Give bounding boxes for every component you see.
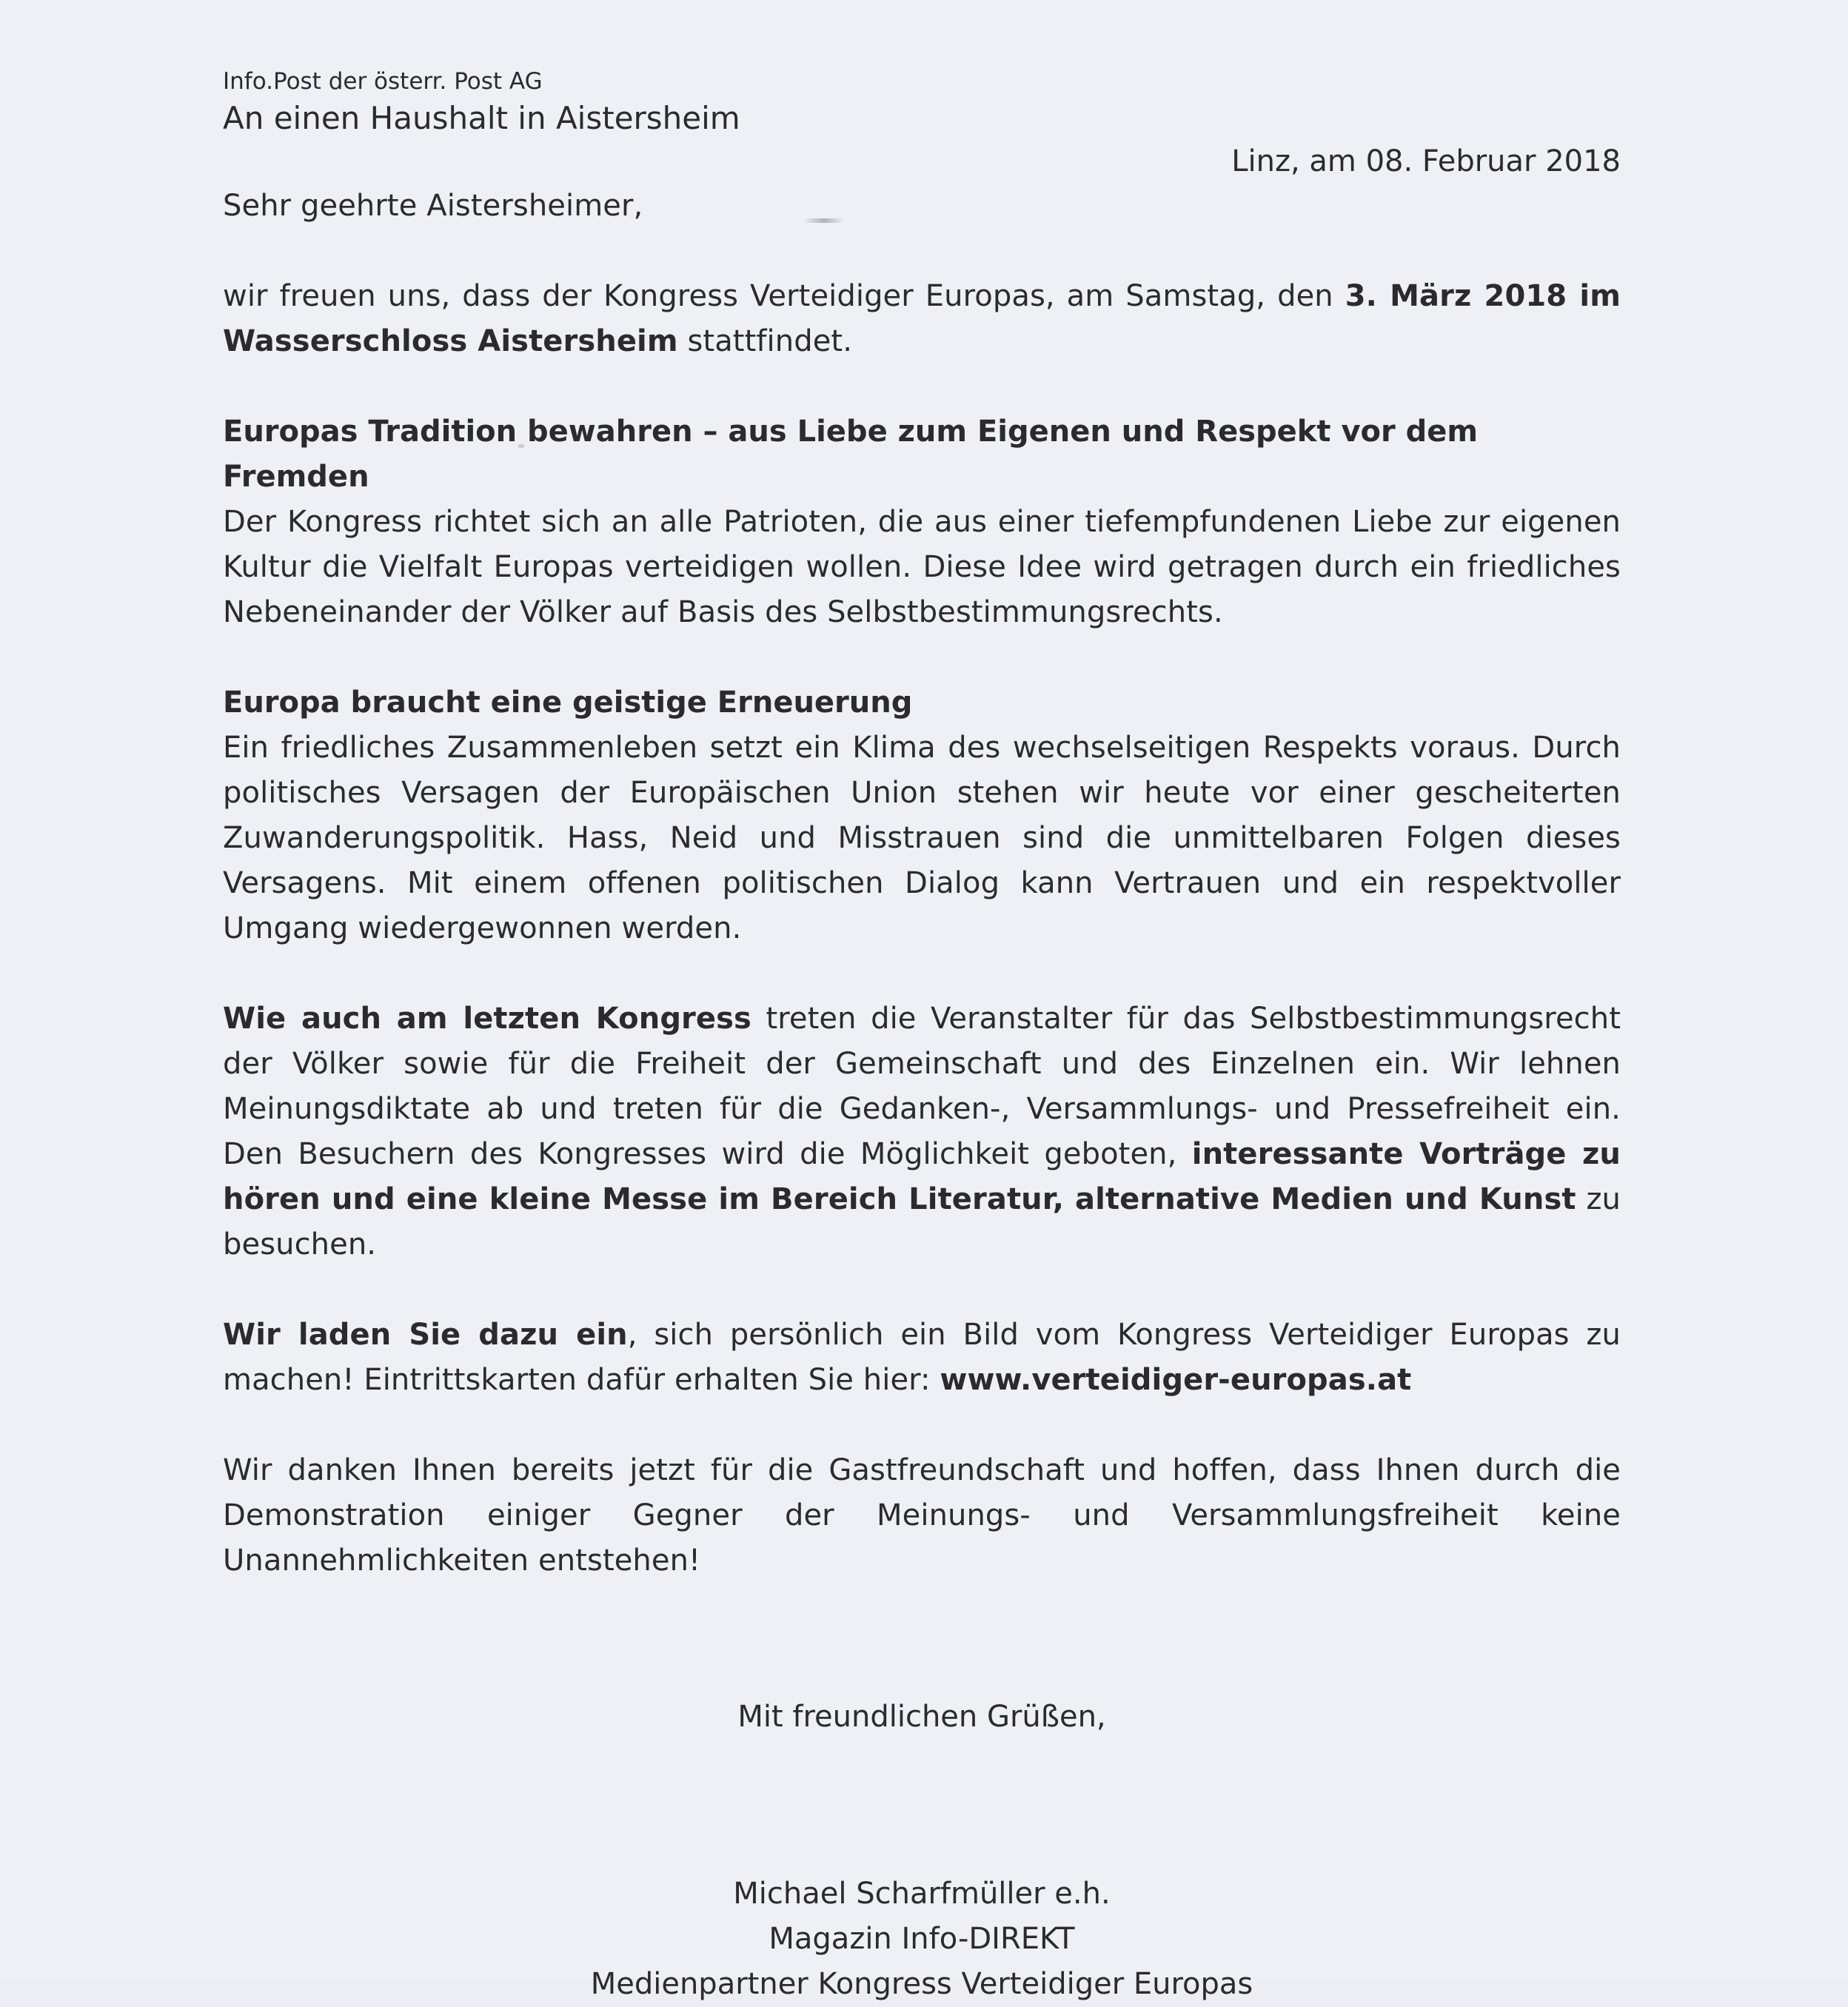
section3-text: treten die Veranstalter für das Selbstbestimmungsrecht der Völker sowie für die Freiheit der Gemeinschaft und des Einzelnen ein. Wir lehnen Meinungsdiktate ab und treten für die Gedanken-, Versammlungs- und Pressefreiheit ein. Den Besuchern des Kongresses wird die Möglichkeit geboten,	[223, 1002, 1621, 1171]
section2-paragraph: Ein friedliches Zusammenleben setzt ein Klima des wechselseitigen Respekts voraus. Durch politisches Versagen der Europäischen Union stehen wir heute vor einer gescheiterten Zuwanderungspolitik. Hass, Neid und Misstrauen sind die unmittelbaren Folgen dieses Versagens. Mit einem offenen politischen Dialog kann Vertrauen und ein respektvoller Umgang wiedergewonnen werden.	[223, 731, 1621, 945]
signature-organization: Magazin Info-DIREKT	[769, 1922, 1075, 1956]
section3-paragraph	[223, 996, 1621, 1267]
spacer	[223, 1403, 1621, 1448]
intro-text: wir freuen uns, dass der Kongress Verteidiger Europas, am Samstag, den	[223, 279, 1345, 313]
spacer	[223, 1267, 1621, 1313]
letter-body	[223, 65, 1621, 2007]
date-line: Linz, am 08. Februar 2018	[1231, 144, 1621, 178]
intro-event-date-place: 3. März 2018 im Wasserschloss Aistersheim	[223, 279, 1621, 358]
recipient-line: An einen Haushalt in Aistersheim	[223, 100, 740, 136]
salutation: Sehr geehrte Aistersheimer,	[223, 189, 643, 223]
thanks-paragraph: Wir danken Ihnen bereits jetzt für die Gastfreundschaft und hoffen, dass Ihnen durch die Demonstration einiger Gegner der Meinungs- und Versammlungsfreiheit keine Unannehmlichkeiten entstehen!	[223, 1453, 1621, 1578]
intro-text-end: stattfindet.	[677, 324, 853, 358]
invite-text: , sich persönlich ein Bild vom Kongress Verteidiger Europas zu machen! Eintrittskarten dafür erhalten Sie hier:	[223, 1318, 1621, 1397]
spacer	[223, 1584, 1621, 1695]
signature-role: Medienpartner Kongress Verteidiger Europas	[590, 1967, 1253, 2001]
website-url: www.verteidiger-europas.at	[940, 1363, 1412, 1397]
section3-highlight: interessante Vorträge zu hören und eine kleine Messe im Bereich Literatur, alternative Medien und Kunst	[223, 1137, 1621, 1216]
closing-line: Mit freundlichen Grüßen,	[737, 1700, 1106, 1734]
invite-paragraph	[223, 1313, 1621, 1403]
section1-paragraph: Der Kongress richtet sich an alle Patrioten, die aus einer tiefempfundenen Liebe zur eigenen Kultur die Vielfalt Europas verteidigen wollen. Diese Idee wird getragen durch ein friedliches Nebeneinander der Völker auf Basis des Selbstbestimmungsrechts.	[223, 505, 1621, 629]
section2-heading: Europa braucht eine geistige Erneuerung	[223, 686, 913, 720]
section1-heading: Europas Tradition bewahren – aus Liebe zum Eigenen und Respekt vor dem Fremden	[223, 415, 1479, 494]
spacer	[223, 951, 1621, 996]
spacer	[223, 1740, 1621, 1872]
intro-paragraph	[223, 274, 1621, 364]
spacer	[223, 229, 1621, 274]
section3-lead: Wie auch am letzten Kongress	[223, 1002, 751, 1036]
sender-line: Info.Post der österr. Post AG	[223, 68, 543, 95]
spacer	[223, 635, 1621, 680]
signature-name: Michael Scharfmüller e.h.	[733, 1877, 1111, 1911]
section3-text-end: zu besuchen.	[223, 1182, 1621, 1262]
spacer	[223, 364, 1621, 409]
invite-lead: Wir laden Sie dazu ein	[223, 1318, 628, 1352]
